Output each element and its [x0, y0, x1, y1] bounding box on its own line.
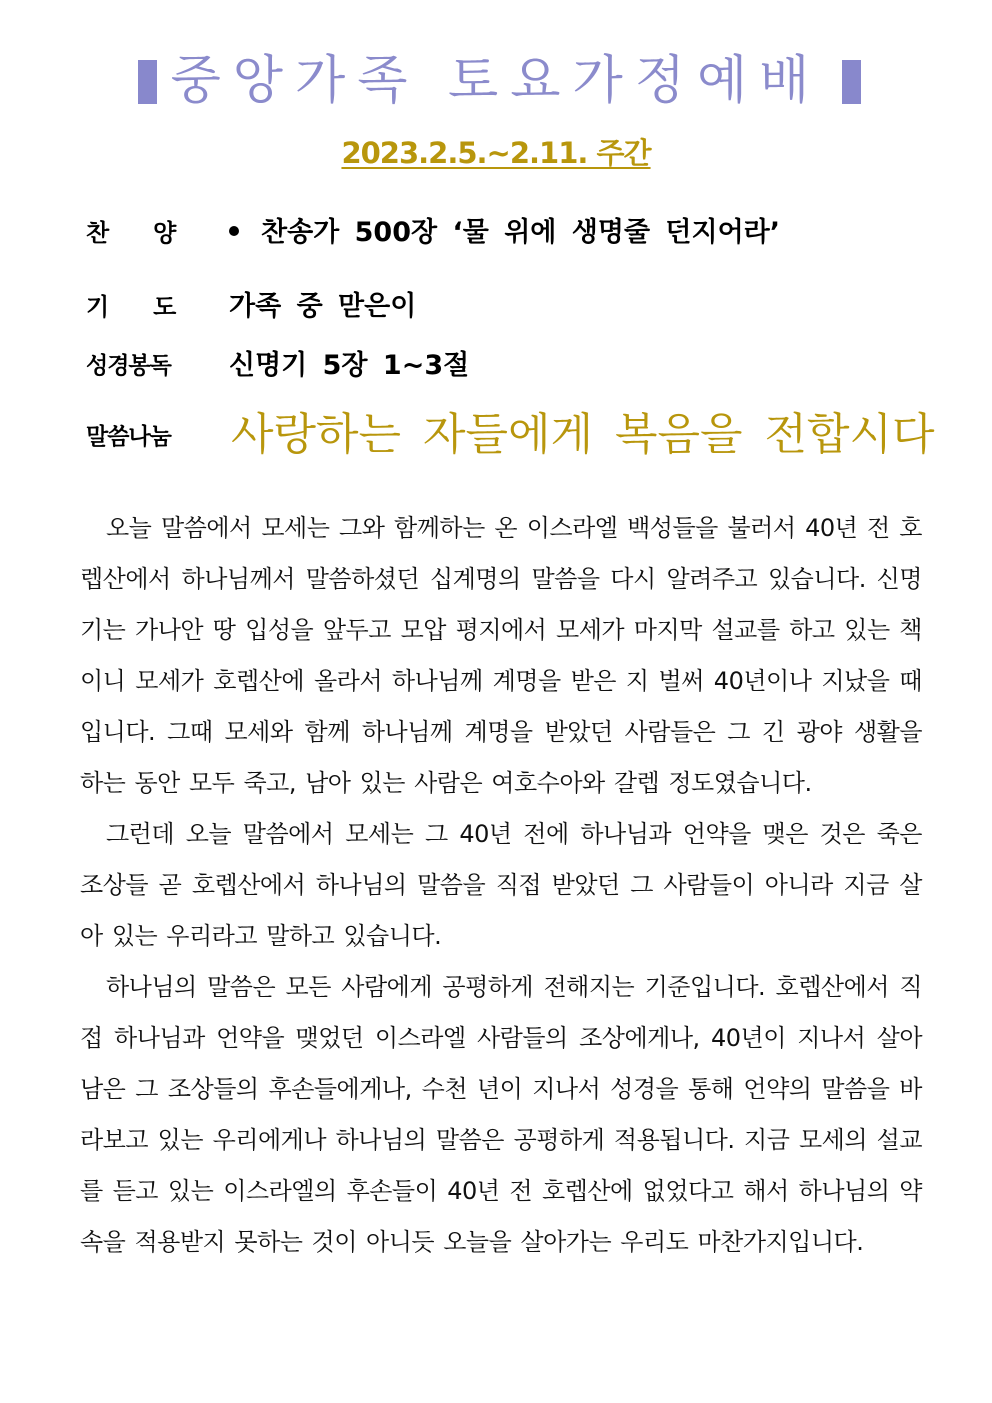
date-range-text: 2023.2.5.~2.11. 주간: [341, 136, 651, 170]
bullet-icon: [229, 226, 239, 236]
hymn-label: 찬양: [86, 219, 221, 247]
hymn-value: 찬송가 500장 ‘물 위에 생명줄 던지어라’: [261, 217, 781, 248]
sermon-label: 말씀나눔: [86, 424, 171, 450]
reading-value: 신명기 5장 1~3절: [229, 350, 470, 381]
prayer-label: 기도: [86, 293, 221, 321]
date-range: [0, 133, 992, 173]
page-header: [0, 46, 992, 116]
body-paragraph-2: 그런데 오늘 말씀에서 모세는 그 40년 전에 하나님과 언약을 맺은 것은 죽은 조상들 곧 호렙산에서 하나님의 말씀을 직접 받았던 그 사람들이 아니라 지금 살아 있는 우리라고 말하고 있습니다.: [80, 820, 922, 950]
page-title: 중앙가족 토요가정예배: [170, 51, 822, 111]
sermon-body: [80, 503, 922, 1268]
body-paragraph-1: 오늘 말씀에서 모세는 그와 함께하는 온 이스라엘 백성들을 불러서 40년 전 호렙산에서 하나님께서 말씀하셨던 십계명의 말씀을 다시 알려주고 있습니다. 신명기는 가나안 땅 입성을 앞두고 모압 평지에서 모세가 마지막 설교를 하고 있는 책이니 모세가 호렙산에 올라서 하나님께 계명을 받은 지 벌써 40년이나 지났을 때입니다. 그때 모세와 함께 하나님께 계명을 받았던 사람들은 그 긴 광야 생활을 하는 동안 모두 죽고, 남아 있는 사람은 여호수아와 갈렙 정도였습니다.: [80, 514, 922, 797]
reading-label: 성경봉독: [86, 353, 171, 379]
prayer-value: 가족 중 맏은이: [229, 291, 417, 322]
title-bar-right-decoration: [842, 60, 861, 104]
body-paragraph-3: 하나님의 말씀은 모든 사람에게 공평하게 전해지는 기준입니다. 호렙산에서 직접 하나님과 언약을 맺었던 이스라엘 사람들의 조상에게나, 40년이 지나서 살아남은 그 조상들의 후손들에게나, 수천 년이 지나서 성경을 통해 언약의 말씀을 바라보고 있는 우리에게나 하나님의 말씀은 공평하게 적용됩니다. 지금 모세의 설교를 듣고 있는 이스라엘의 후손들이 40년 전 호렙산에 없었다고 해서 하나님의 약속을 적용받지 못하는 것이 아니듯 오늘을 살아가는 우리도 마찬가지입니다.: [80, 973, 922, 1256]
sermon-title: 사랑하는 자들에게 복음을 전합시다: [231, 409, 935, 460]
hymn-value-wrap: [229, 213, 780, 253]
